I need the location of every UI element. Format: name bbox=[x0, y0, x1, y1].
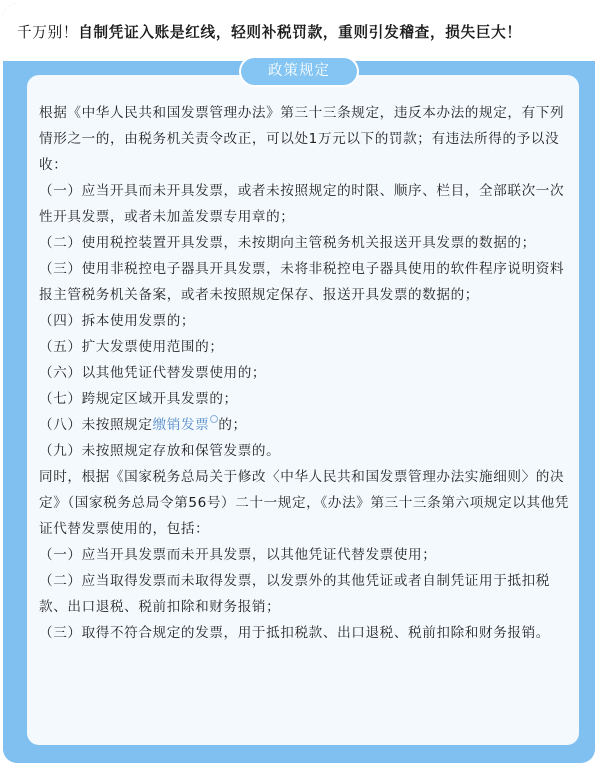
policy-item-1: （一）应当开具而未开具发票，或者未按照规定的时限、顺序、栏目，全部联次一次性开具发票，或者未加盖发票专用章的； bbox=[39, 183, 565, 225]
rule-item-3: （三）取得不符合规定的发票，用于抵扣税款、出口退税、税前扣除和财务报销。 bbox=[39, 625, 550, 641]
section-title-badge: 政策规定 bbox=[241, 58, 357, 85]
warning-prefix: 千万别！ bbox=[17, 24, 79, 41]
policy-item-8-start: （八）未按照规定 bbox=[39, 417, 153, 433]
policy-item-6: （六）以其他凭证代替发票使用的； bbox=[39, 365, 267, 381]
warning-headline bbox=[17, 22, 587, 44]
invoice-cancel-link[interactable]: 缴销发票 bbox=[152, 417, 210, 433]
page-frame bbox=[3, 3, 595, 763]
policy-item-7: （七）跨规定区域开具发票的； bbox=[39, 391, 238, 407]
policy-item-3: （三）使用非税控电子器具开具发票，未将非税控电子器具使用的软件程序说明资料报主管税务机关备案，或者未按照规定保存、报送开具发票的数据的； bbox=[39, 261, 565, 303]
policy-item-2: （二）使用税控装置开具发票，未按期向主管税务机关报送开具发票的数据的； bbox=[39, 235, 536, 251]
policy-item-8-end: 的； bbox=[218, 417, 247, 433]
rule-item-2: （二）应当取得发票而未取得发票，以发票外的其他凭证或者自制凭证用于抵扣税款、出口退税、税前扣除和财务报销； bbox=[39, 573, 550, 615]
policy-item-8 bbox=[39, 412, 571, 438]
warning-header bbox=[3, 3, 597, 61]
policy-item-4: （四）拆本使用发票的； bbox=[39, 313, 196, 329]
policy-item-9: （九）未按照规定存放和保管发票的。 bbox=[39, 443, 281, 459]
policy-body bbox=[39, 100, 571, 646]
policy-intro: 根据《中华人民共和国发票管理办法》第三十三条规定，违反本办法的规定，有下列情形之一的，由税务机关责令改正，可以处1万元以下的罚款；有违法所得的予以没收： bbox=[39, 105, 565, 173]
policy-rules-intro: 同时，根据《国家税务总局关于修改〈中华人民共和国发票管理办法实施细则〉的决定》（国家税务总局令第56号）二十一规定，《办法》第三十三条第六项规定以其他凭证代替发票使用的，包括： bbox=[39, 469, 570, 537]
policy-card bbox=[27, 75, 579, 745]
policy-item-5: （五）扩大发票使用范围的； bbox=[39, 339, 224, 355]
rule-item-1: （一）应当开具发票而未开具发票，以其他凭证代替发票使用； bbox=[39, 547, 437, 563]
warning-text: 自制凭证入账是红线，轻则补税罚款，重则引发稽查，损失巨大！ bbox=[78, 24, 522, 41]
